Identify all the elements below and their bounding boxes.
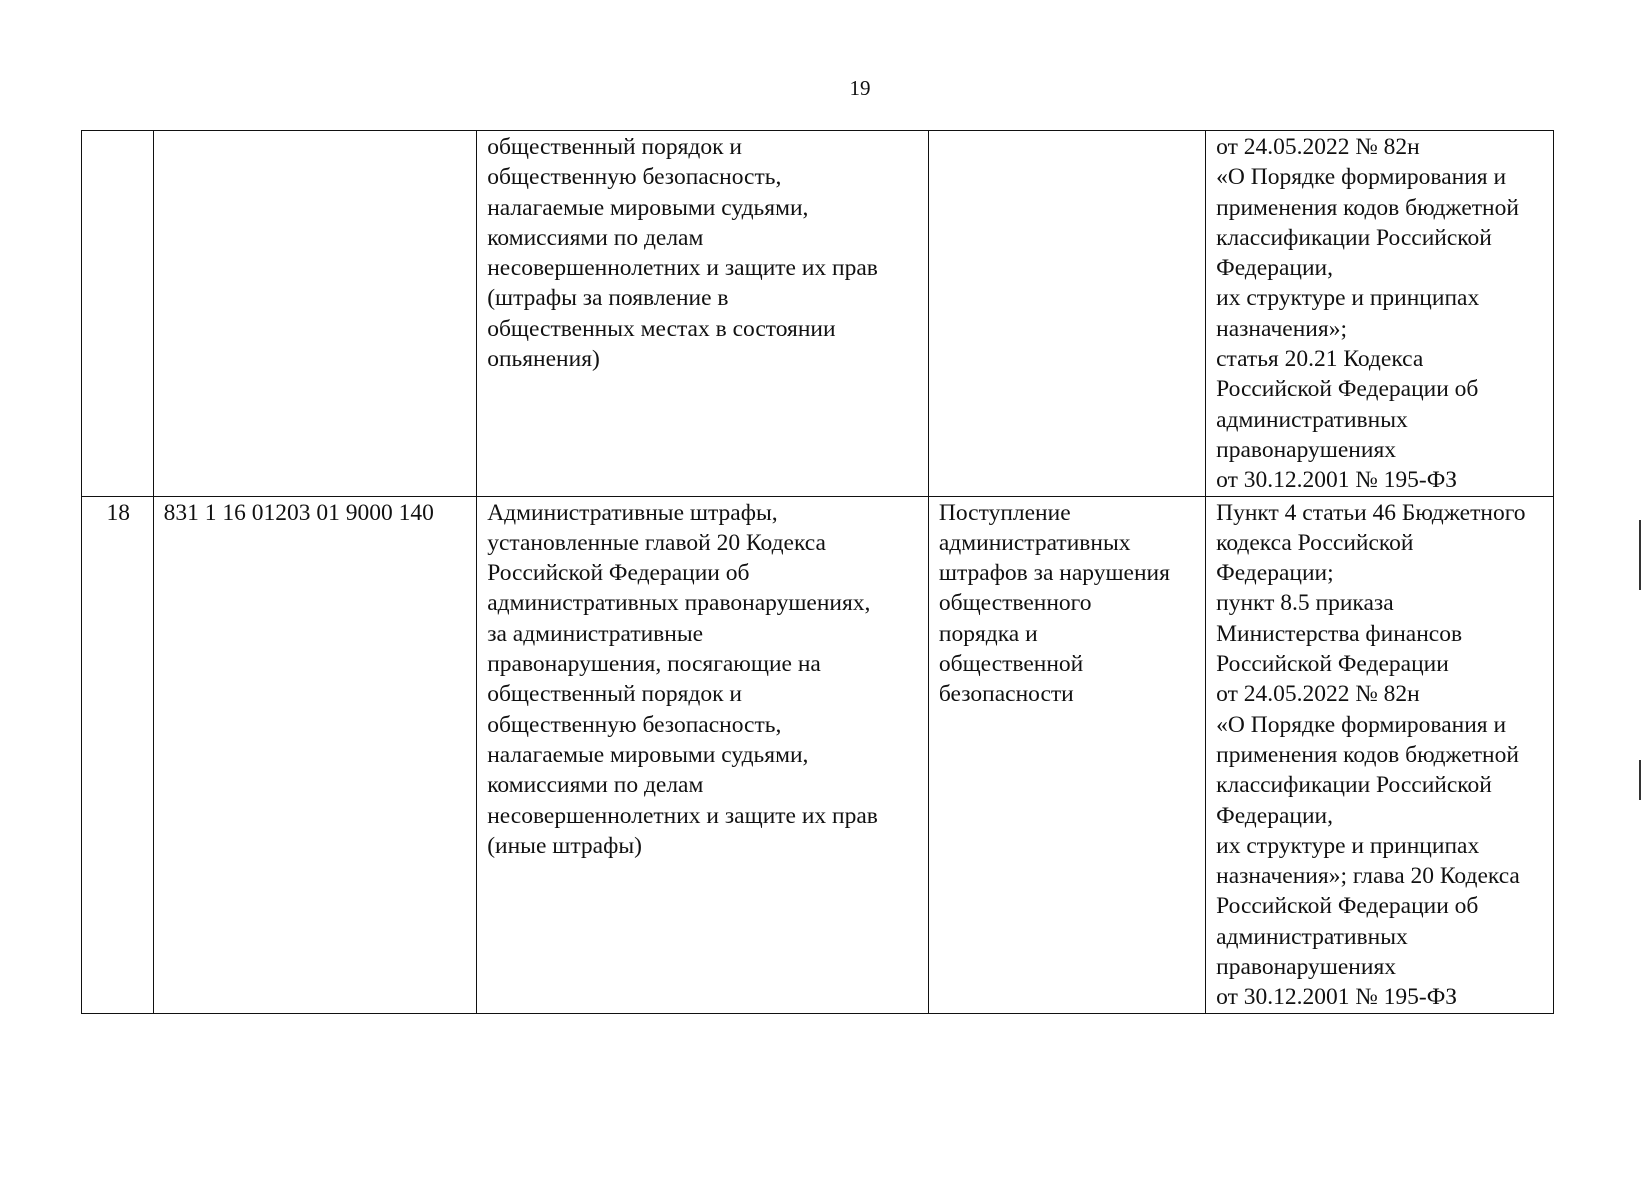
revenue-name-line: налагаемые мировыми судьями, [487,741,809,768]
revenue-name-line: опьянения) [487,346,600,373]
legal-basis-line: Федерации, [1216,255,1333,282]
legal-basis-line: правонарушениях [1216,436,1397,463]
purpose-line: Поступление [938,499,1071,526]
legal-basis-line: Федерации; [1216,560,1334,587]
legal-basis-line: кодекса Российской [1216,529,1414,556]
purpose-line: порядка и [938,620,1038,647]
revenue-name-line: (иные штрафы) [487,832,642,859]
legal-basis-line: их структуре и принципах [1216,832,1480,859]
legal-basis-line: Российской Федерации об [1216,376,1479,403]
table-row [82,131,1554,497]
legal-basis-line: классификации Российской [1216,772,1492,799]
legal-basis-line: Российской Федерации [1216,651,1449,678]
purpose-line: общественной [938,651,1084,678]
legal-basis-line: назначения»; [1216,315,1347,342]
revenue-name-line: (штрафы за появление в [487,285,729,312]
scan-edge-mark [1639,760,1641,800]
legal-basis-cell [1206,131,1554,497]
legal-basis-line: от 24.05.2022 № 82н [1216,681,1420,708]
revenue-name-line: установленные главой 20 Кодекса [487,529,826,556]
legal-basis-line: от 30.12.2001 № 195-ФЗ [1216,984,1458,1011]
revenue-name-line: общественную безопасность, [487,164,782,191]
legal-basis-cell [1206,496,1554,1013]
legal-basis-line: административных [1216,406,1408,433]
purpose-line: штрафов за нарушения [938,560,1170,587]
legal-basis-line: Министерства финансов [1216,620,1463,647]
purpose-line: административных [938,529,1131,556]
revenue-name-line: общественный порядок и [487,681,742,708]
purpose-line: общественного [938,590,1092,617]
revenue-name-line: общественный порядок и [487,134,742,160]
scan-edge-mark [1639,520,1641,590]
legal-basis-line: назначения»; глава 20 Кодекса [1216,863,1520,890]
row-number-cell [82,131,154,497]
revenue-name-cell [477,496,929,1013]
revenue-name-line: общественную безопасность, [487,711,782,738]
row-number: 18 [106,499,131,526]
revenue-name-line: комиссиями по делам [487,224,704,251]
legal-basis-line: пункт 8.5 приказа [1216,590,1394,617]
revenue-name-line: за административные [487,620,704,647]
legal-basis-line: их структуре и принципах [1216,285,1480,312]
revenue-name-cell [477,131,929,497]
legal-basis-line: «О Порядке формирования и [1216,164,1507,191]
revenue-name-line: административных правонарушениях, [487,590,871,617]
revenue-name-line: несовершеннолетних и защите их прав [487,802,878,829]
legal-basis-line: применения кодов бюджетной [1216,741,1519,768]
budget-code-cell [153,496,477,1013]
legal-basis-line: классификации Российской [1216,224,1492,251]
budget-codes-table [81,130,1554,1014]
legal-basis-line: правонарушениях [1216,954,1397,981]
legal-basis-line: статья 20.21 Кодекса [1216,346,1424,373]
legal-basis-line: Федерации, [1216,802,1333,829]
revenue-name-line: Российской Федерации об [487,560,750,587]
legal-basis-line: Российской Федерации об [1216,893,1479,920]
legal-basis-line: применения кодов бюджетной [1216,194,1519,221]
page-number: 19 [849,76,871,100]
revenue-name-line: правонарушения, посягающие на [487,651,821,678]
table-row [82,496,1554,1013]
legal-basis-line: от 24.05.2022 № 82н [1216,134,1420,160]
legal-basis-line: Пункт 4 статьи 46 Бюджетного [1216,499,1526,526]
table-body [82,131,1554,1014]
revenue-name-line: комиссиями по делам [487,772,704,799]
legal-basis-line: от 30.12.2001 № 195-ФЗ [1216,467,1458,494]
purpose-cell [928,131,1205,497]
revenue-name-line: общественных местах в состоянии [487,315,836,342]
revenue-name-line: несовершеннолетних и защите их прав [487,255,878,282]
budget-code-cell [153,131,477,497]
revenue-name-line: Административные штрафы, [487,499,778,526]
legal-basis-line: административных [1216,923,1408,950]
legal-basis-line: «О Порядке формирования и [1216,711,1507,738]
purpose-line: безопасности [938,681,1074,708]
row-number-cell [82,496,154,1013]
revenue-name-line: налагаемые мировыми судьями, [487,194,809,221]
budget-code: 831 1 16 01203 01 9000 140 [163,499,434,526]
purpose-cell [928,496,1205,1013]
